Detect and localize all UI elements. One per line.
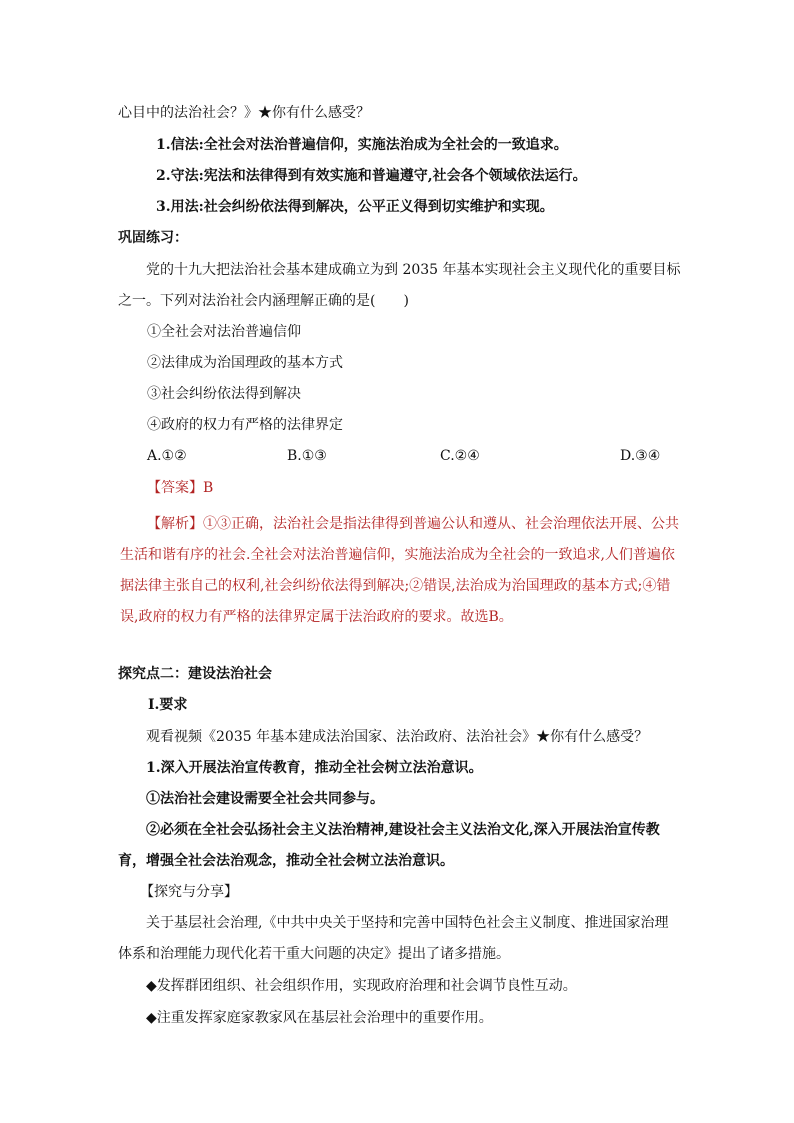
- option-a: A.①②: [147, 448, 187, 464]
- exercise-heading: 巩固练习：: [118, 230, 188, 246]
- bold-point-3b: 育，增强全社会法治观念，推动全社会树立法治意识。: [118, 853, 454, 869]
- bullet-2: ◆注重发挥家庭家教家风在基层社会治理中的重要作用。: [146, 1010, 493, 1026]
- analysis-line-4: 误,政府的权力有严格的法律界定属于法治政府的要求。故选B。: [120, 609, 513, 625]
- statement-1: ①全社会对法治普遍信仰: [147, 324, 301, 340]
- section2-sub: Ⅰ.要求: [148, 697, 188, 713]
- point-2: 2.守法:宪法和法律得到有效实施和普遍遵守,社会各个领域依法运行。: [156, 168, 587, 184]
- share-heading: 【探究与分享】: [140, 884, 238, 900]
- answer-label: 【答案】: [147, 480, 203, 496]
- option-c: C.②④: [440, 448, 480, 464]
- analysis-line-2: 生活和谐有序的社会.全社会对法治普遍信仰，实施法治成为全社会的一致追求,人们普遍依: [120, 547, 675, 563]
- point-3: 3.用法:社会纠纷依法得到解决，公平正义得到切实维护和实现。: [156, 199, 554, 215]
- bold-point-1: 1.深入开展法治宣传教育，推动全社会树立法治意识。: [146, 760, 483, 776]
- option-d: D.③④: [620, 448, 661, 464]
- bullet-1: ◆发挥群团组织、社会组织作用，实现政府治理和社会调节良性互动。: [146, 978, 577, 994]
- intro-line: 心目中的法治社会？》★你有什么感受？: [118, 105, 370, 121]
- para-line-2: 体系和治理能力现代化若干重大问题的决定》提出了诸多措施。: [118, 946, 510, 962]
- para-line-1: 关于基层社会治理,《中共中央关于坚持和完善中国特色社会主义制度、推进国家治理: [146, 915, 669, 931]
- question-line-2: 之一。下列对法治社会内涵理解正确的是( ): [118, 293, 409, 309]
- answer-line: [147, 478, 213, 498]
- answer-options: [147, 446, 677, 466]
- analysis-line-1: 【解析】①③正确，法治社会是指法律得到普遍公认和遵从、社会治理依法开展、公共: [147, 516, 679, 532]
- question-line-1: 党的十九大把法治社会基本建成确立为到 2035 年基本实现社会主义现代化的重要目标: [146, 262, 681, 278]
- bold-point-2: ①法治社会建设需要全社会共同参与。: [146, 791, 384, 807]
- section2-title: 探究点二：建设法治社会: [118, 666, 272, 682]
- bold-point-3a: ②必须在全社会弘扬社会主义法治精神,建设社会主义法治文化,深入开展法治宣传教: [146, 822, 660, 838]
- video-line: 观看视频《2035 年基本建成法治国家、法治政府、法治社会》★你有什么感受？: [146, 729, 649, 745]
- analysis-block: [120, 509, 680, 633]
- answer-value: B: [203, 480, 214, 496]
- point-1: 1.信法:全社会对法治普遍信仰，实施法治成为全社会的一致追求。: [156, 137, 568, 153]
- statement-4: ④政府的权力有严格的法律界定: [147, 417, 343, 433]
- statement-2: ②法律成为治国理政的基本方式: [147, 355, 343, 371]
- option-b: B.①③: [287, 448, 327, 464]
- statement-3: ③社会纠纷依法得到解决: [147, 386, 301, 402]
- analysis-line-3: 据法律主张自己的权利,社会纠纷依法得到解决;②错误,法治成为治国理政的基本方式;④错: [120, 578, 671, 594]
